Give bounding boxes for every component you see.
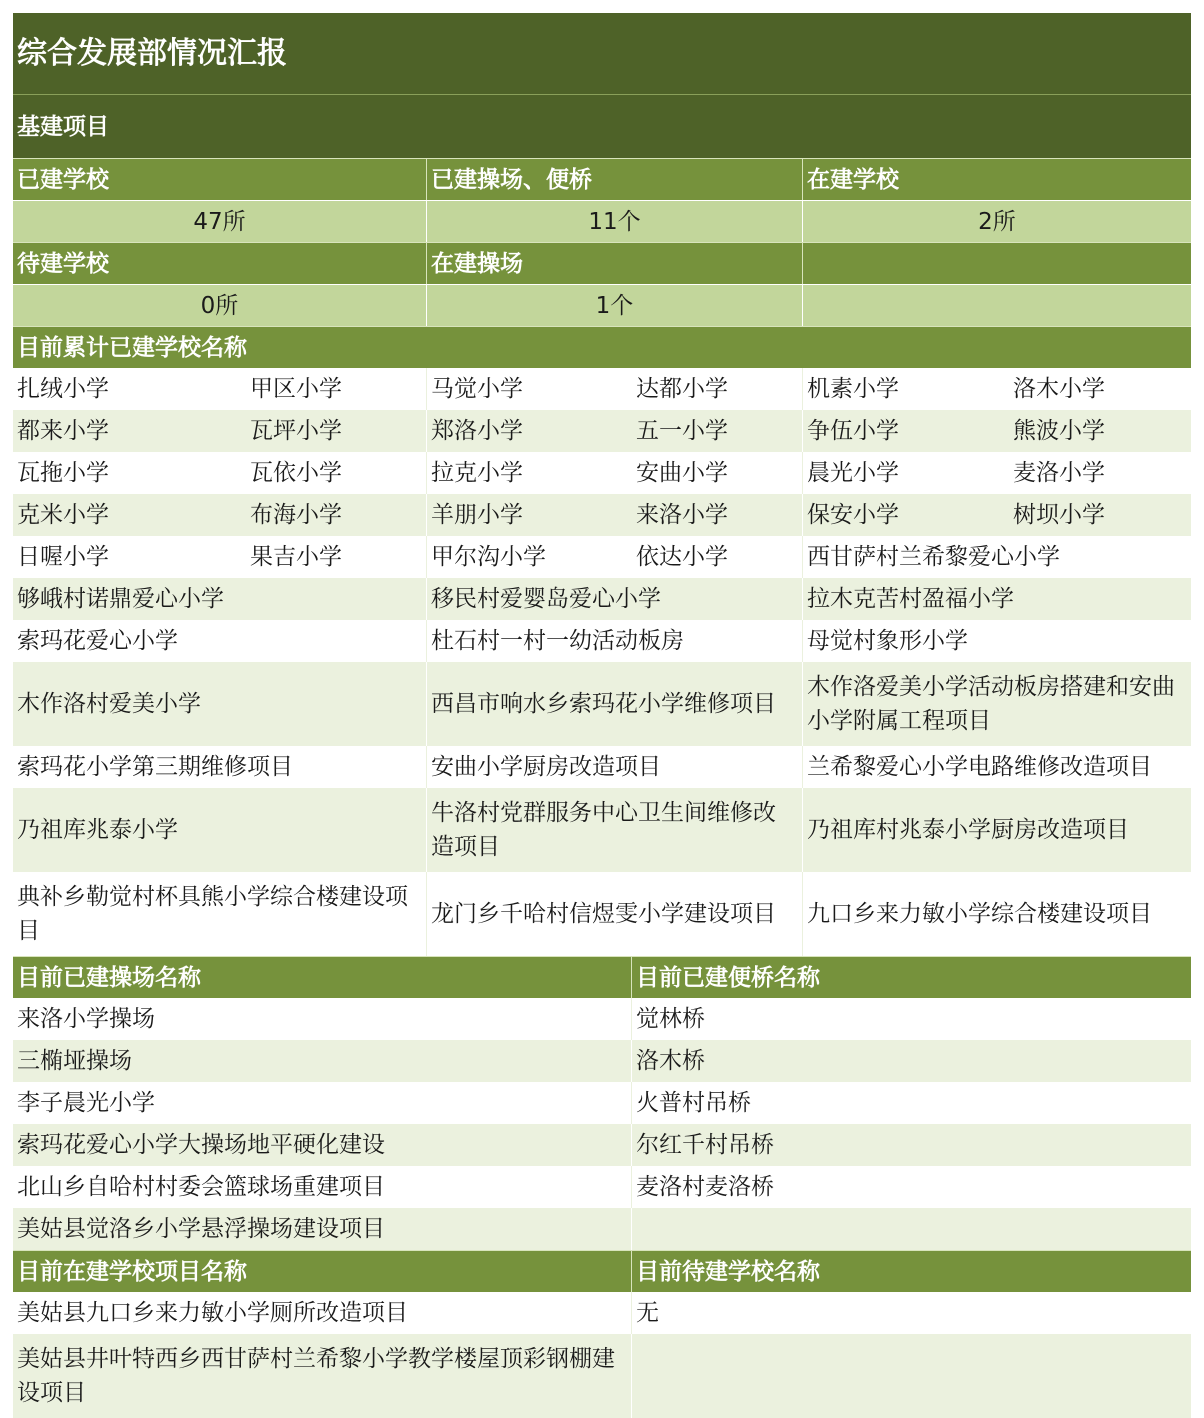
school-name: 羊朋小学 <box>427 494 632 536</box>
school-name: 保安小学 <box>803 494 1009 536</box>
field-bridge-row <box>13 1166 1191 1208</box>
school-name: 够峨村诺鼎爱心小学 <box>13 578 427 620</box>
school-name: 麦洛小学 <box>1009 452 1191 494</box>
current-pending-row <box>13 1292 1191 1334</box>
stat-value-built-schools: 47所 <box>13 200 427 242</box>
school-name: 典补乡勒觉村杯具熊小学综合楼建设项目 <box>13 872 427 956</box>
bridge-name: 尔红千村吊桥 <box>632 1124 1191 1166</box>
school-name: 瓦拖小学 <box>13 452 246 494</box>
field-bridge-row <box>13 1208 1191 1250</box>
school-name: 克米小学 <box>13 494 246 536</box>
pending-school-name <box>632 1334 1191 1418</box>
stat-header-fields-under-construction: 在建操场 <box>427 242 803 284</box>
field-name: 来洛小学操场 <box>13 998 632 1040</box>
school-name: 乃祖库村兆泰小学厨房改造项目 <box>803 788 1191 872</box>
school-name: 都来小学 <box>13 410 246 452</box>
school-name: 母觉村象形小学 <box>803 620 1191 662</box>
school-row <box>13 578 1191 620</box>
field-bridge-row <box>13 1124 1191 1166</box>
school-name: 树坝小学 <box>1009 494 1191 536</box>
field-name: 美姑县觉洛乡小学悬浮操场建设项目 <box>13 1208 632 1250</box>
current-projects-header: 目前在建学校项目名称 <box>13 1250 632 1292</box>
stat-value-fields-under-construction: 1个 <box>427 284 803 326</box>
stat-header-built-fields-bridges: 已建操场、便桥 <box>427 158 803 200</box>
stat-value-empty <box>803 284 1191 326</box>
bridge-name: 洛木桥 <box>632 1040 1191 1082</box>
school-name: 乃祖库兆泰小学 <box>13 788 427 872</box>
school-name: 牛洛村党群服务中心卫生间维修改造项目 <box>427 788 803 872</box>
school-name: 移民村爱婴岛爱心小学 <box>427 578 803 620</box>
field-name: 李子晨光小学 <box>13 1082 632 1124</box>
school-name: 安曲小学厨房改造项目 <box>427 746 803 788</box>
stat-header-schools-under-construction: 在建学校 <box>803 158 1191 200</box>
bridge-name <box>632 1208 1191 1250</box>
pending-schools-header: 目前待建学校名称 <box>632 1250 1191 1292</box>
current-pending-row <box>13 1334 1191 1418</box>
stat-header-built-schools: 已建学校 <box>13 158 427 200</box>
school-name: 争伍小学 <box>803 410 1009 452</box>
school-grid-row <box>13 410 1191 452</box>
stat-header-empty <box>803 242 1191 284</box>
built-fields-header: 目前已建操场名称 <box>13 956 632 998</box>
school-name: 甲尔沟小学 <box>427 536 632 578</box>
school-name: 索玛花小学第三期维修项目 <box>13 746 427 788</box>
stat-value-schools-under-construction: 2所 <box>803 200 1191 242</box>
school-name: 熊波小学 <box>1009 410 1191 452</box>
school-name: 机素小学 <box>803 368 1009 410</box>
bridge-name: 觉林桥 <box>632 998 1191 1040</box>
stat-value-built-fields-bridges: 11个 <box>427 200 803 242</box>
school-name: 郑洛小学 <box>427 410 632 452</box>
school-name: 布海小学 <box>246 494 427 536</box>
field-bridge-row <box>13 1082 1191 1124</box>
school-row <box>13 746 1191 788</box>
field-name: 三椭垭操场 <box>13 1040 632 1082</box>
school-name: 晨光小学 <box>803 452 1009 494</box>
school-name: 龙门乡千哈村信煜雯小学建设项目 <box>427 872 803 956</box>
school-grid-row <box>13 452 1191 494</box>
school-name: 洛木小学 <box>1009 368 1191 410</box>
school-name: 兰希黎爱心小学电路维修改造项目 <box>803 746 1191 788</box>
school-name: 果吉小学 <box>246 536 427 578</box>
school-name: 西昌市响水乡索玛花小学维修项目 <box>427 662 803 746</box>
school-grid-row <box>13 494 1191 536</box>
school-name: 瓦依小学 <box>246 452 427 494</box>
school-name: 木作洛爱美小学活动板房搭建和安曲小学附属工程项目 <box>803 662 1191 746</box>
current-project-name: 美姑县井叶特西乡西甘萨村兰希黎小学教学楼屋顶彩钢棚建设项目 <box>13 1334 632 1418</box>
school-grid-row <box>13 368 1191 410</box>
school-row <box>13 620 1191 662</box>
school-grid-row <box>13 536 1191 578</box>
school-row <box>13 662 1191 746</box>
stat-value-pending-schools: 0所 <box>13 284 427 326</box>
section-infrastructure: 基建项目 <box>13 95 1191 158</box>
school-row <box>13 872 1191 956</box>
school-name: 索玛花爱心小学 <box>13 620 427 662</box>
school-name: 五一小学 <box>632 410 803 452</box>
bridge-name: 麦洛村麦洛桥 <box>632 1166 1191 1208</box>
school-name: 杜石村一村一幼活动板房 <box>427 620 803 662</box>
stat-header-pending-schools: 待建学校 <box>13 242 427 284</box>
field-name: 北山乡自哈村村委会篮球场重建项目 <box>13 1166 632 1208</box>
field-name: 索玛花爱心小学大操场地平硬化建设 <box>13 1124 632 1166</box>
school-name: 甲区小学 <box>246 368 427 410</box>
school-row <box>13 788 1191 872</box>
school-name: 马觉小学 <box>427 368 632 410</box>
page-title: 综合发展部情况汇报 <box>13 13 1191 95</box>
school-name: 来洛小学 <box>632 494 803 536</box>
school-name: 九口乡来力敏小学综合楼建设项目 <box>803 872 1191 956</box>
field-bridge-row <box>13 1040 1191 1082</box>
school-name: 拉克小学 <box>427 452 632 494</box>
school-name: 依达小学 <box>632 536 803 578</box>
school-name: 拉木克苦村盈福小学 <box>803 578 1191 620</box>
current-project-name: 美姑县九口乡来力敏小学厕所改造项目 <box>13 1292 632 1334</box>
report-sheet <box>13 13 1191 1418</box>
field-bridge-row <box>13 998 1191 1040</box>
bridge-name: 火普村吊桥 <box>632 1082 1191 1124</box>
school-name: 安曲小学 <box>632 452 803 494</box>
school-name: 日喔小学 <box>13 536 246 578</box>
built-bridges-header: 目前已建便桥名称 <box>632 956 1191 998</box>
built-schools-header: 目前累计已建学校名称 <box>13 326 1191 368</box>
school-name: 瓦坪小学 <box>246 410 427 452</box>
school-name: 达都小学 <box>632 368 803 410</box>
school-name: 木作洛村爱美小学 <box>13 662 427 746</box>
school-name: 扎绒小学 <box>13 368 246 410</box>
pending-school-name: 无 <box>632 1292 1191 1334</box>
school-name: 西甘萨村兰希黎爱心小学 <box>803 536 1191 578</box>
